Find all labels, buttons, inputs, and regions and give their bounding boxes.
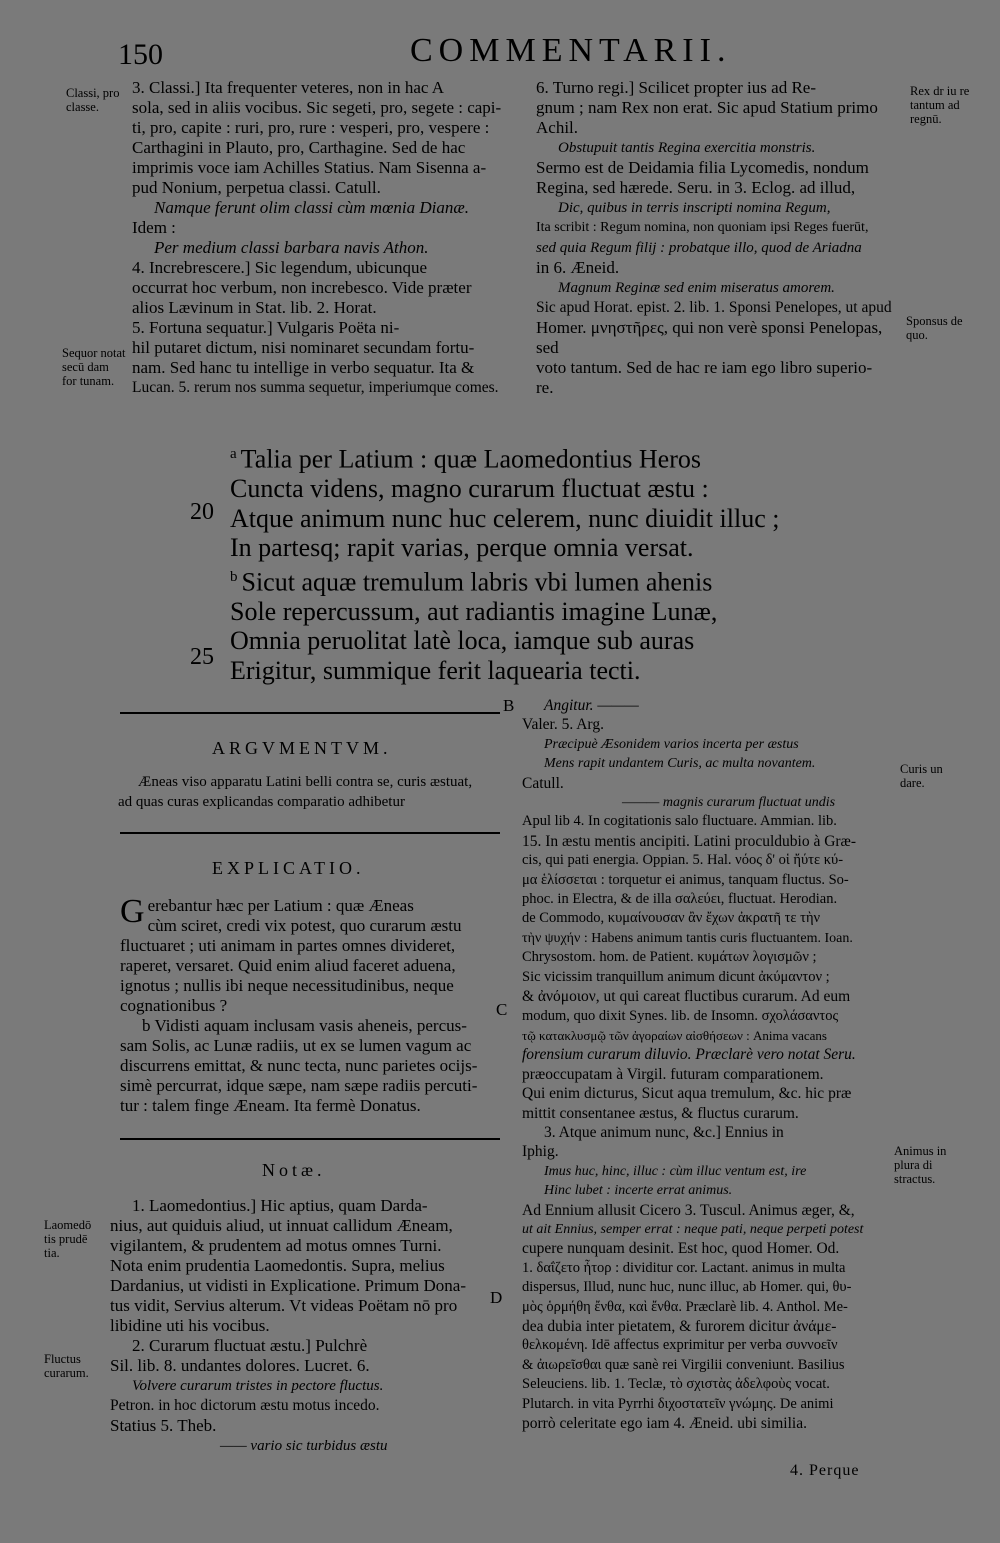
text-line: Dardanius, ut vidisti in Explicatione. Primum Dona- — [110, 1276, 467, 1295]
quote-line: Hinc lubet : incerte errat animus. — [544, 1183, 733, 1199]
notae-text — [110, 1196, 503, 1456]
text-line: 15. In æstu mentis ancipiti. Latini proculdubio à Græ- — [522, 832, 857, 850]
margin-note-curis: Curis un dare. — [900, 762, 943, 790]
text-line: dea dubia inter pietatem, & furorem dicitur ἀνάμε- — [522, 1318, 837, 1335]
text-line: de Commodo, κυμαίνουσαν ἂν ἔχων ἀκρατῆ τε τὴν — [522, 910, 821, 927]
text-line: sed quia Regum filij : probatque illo, quod de Ariadna — [536, 240, 862, 256]
text-line: sam Solis, ac Lunæ radiis, ut ex se lumen vagum ac — [120, 1036, 472, 1055]
text-line: 5. Fortuna sequatur.] Vulgaris Poëta ni- — [132, 318, 400, 337]
text-line: Homer. μνηστῆρες, qui non verè sponsi Penelopas, sed — [536, 318, 883, 357]
argumentum-heading: ARGVMENTVM. — [212, 738, 392, 758]
text-line: cùm sciret, credi vix potest, quo curarum æstu — [147, 916, 462, 935]
text-line: hil putaret dictum, nisi nominaret secundam fortu- — [132, 338, 475, 357]
text-line: τῷ κατακλυσμῷ τῶν ἀγοραίων αἰσθήσεων : Anima vacans — [522, 1027, 827, 1043]
text-line: phoc. in Electra, & de illa σαλεύει, fluctuat. Herodian. — [522, 891, 838, 908]
verse-line — [230, 563, 779, 597]
text-line: nius, aut quiduis aliud, ut innuat callidum Æneam, — [110, 1216, 453, 1235]
explicatio-heading: EXPLICATIO. — [212, 858, 365, 878]
verse-line — [230, 597, 779, 627]
text-line: vigilantem, & prudentem ad motus omnes Turni. — [110, 1236, 442, 1255]
text-line: ad quas curas explicandas comparatio adhibetur — [118, 794, 405, 810]
verse-line — [230, 533, 779, 563]
verse-text: Sole repercussum, aut radiantis imagine Lunæ, — [230, 596, 718, 626]
text-line: cis, qui pati energia. Oppian. 5. Hal. νόος δ' οἱ ἤύτε κύ- — [522, 852, 844, 869]
text-line: porrò celeritate ego iam 4. Æneid. ubi similia. — [522, 1415, 807, 1433]
text-line: Chrysostom. hom. de Patient. κυμάτων λογισμῶν ; — [522, 949, 817, 966]
text-line: Ita scribit : Regum nomina, non quoniam ipsi Reges fuerūt, — [536, 220, 869, 235]
note-letter: b — [230, 568, 238, 585]
quote-line: Magnum Reginæ sed enim miseratus amorem. — [558, 280, 835, 296]
quote-line: Mens rapit undantem Curis, ac multa novantem. — [544, 756, 816, 772]
quote-line: Præcipuè Æsonidem varios incerta per æstus — [544, 736, 799, 752]
text-line: Catull. — [522, 774, 564, 792]
text-line: in 6. Æneid. — [536, 258, 620, 277]
text-line: alios Lævinum in Stat. lib. 2. Horat. — [132, 298, 377, 317]
top-left-commentary — [132, 78, 522, 398]
text-line: Sic apud Horat. epist. 2. lib. 1. Sponsi Penelopes, ut apud — [536, 299, 892, 316]
rule — [120, 832, 500, 834]
text-line: Sic vicissim tranquillum animum dicunt ἀκύμαντον ; — [522, 968, 830, 985]
text-line: re. — [536, 378, 554, 397]
verse-line — [230, 656, 779, 686]
text-line: Lucan. 5. rerum nos summa sequetur, imperiumque comes. — [132, 379, 499, 396]
text-line: libidine uti his vocibus. — [110, 1316, 270, 1335]
quote-line: Volvere curarum tristes in pectore fluctus. — [132, 1378, 384, 1394]
quote-line: Angitur. ——— — [544, 697, 639, 714]
section-letter: C — [496, 1000, 508, 1019]
text-line: Nota enim prudentia Laomedontis. Supra, melius — [110, 1256, 445, 1275]
margin-note-classi: Classi, pro classe. — [66, 86, 120, 114]
text-line: Ad Ennium allusit Cicero 3. Tuscul. Animus æger, &, — [522, 1201, 855, 1219]
drop-cap: G — [120, 893, 145, 930]
text-line: Idem : — [132, 218, 176, 237]
text-line: Statius 5. Theb. — [110, 1416, 217, 1435]
notae-heading: Notæ. — [262, 1160, 326, 1180]
verse-text: Atque animum nunc huc celerem, nunc diuidit illuc ; — [230, 503, 780, 533]
text-line: nam. Sed hanc tu intellige in verbo sequatur. Ita & — [132, 358, 475, 377]
text-line: 1. Laomedontius.] Hic aptius, quam Darda- — [132, 1196, 428, 1215]
verse-line-number: 20 — [190, 499, 214, 525]
text-line: μὸς ὁρμήθη ἔνθα, καὶ ἔνθα. Præclarè lib. 4. Anthol. Me- — [522, 1298, 848, 1315]
text-line-content: erebantur hæc per Latium : quæ Æneas — [147, 896, 414, 915]
text-line: Achil. — [536, 118, 579, 137]
text-line: Seleuciens. lib. 1. Teclæ, τὸ σχιστὰς ἀδελφοὺς vocat. — [522, 1376, 830, 1393]
text-line: pud Nonium, perpetua classi. Catull. — [132, 178, 381, 197]
verse-text: Cuncta videns, magno curarum fluctuat æstu : — [230, 474, 709, 504]
text-line: Apul lib 4. In cogitationis salo fluctuare. Ammian. lib. — [522, 813, 837, 830]
text-line: μα ἑλίσσεται : torquetur ei animus, tanquam fluctus. So- — [522, 871, 849, 888]
text-line: b Vidisti aquam inclusam vasis aheneis, percus- — [142, 1016, 467, 1035]
verse-text: Omnia peruolitat latè loca, iamque sub auras — [230, 626, 695, 656]
text-line: voto tantum. Sed de hac re iam ego libro superio- — [536, 358, 873, 377]
right-lower-commentary — [522, 696, 894, 1433]
quote-line: Namque ferunt olim classi cùm mœnia Dianæ. — [154, 198, 469, 217]
verse-line — [230, 504, 779, 534]
section-letter: B — [503, 696, 515, 715]
page-number: 150 — [118, 38, 163, 71]
text-line: gnum ; nam Rex non erat. Sic apud Statium primo — [536, 98, 878, 117]
quote-line: Dic, quibus in terris inscripti nomina Regum, — [558, 200, 831, 216]
text-line: præoccupatam à Virgil. futuram comparationem. — [522, 1065, 824, 1083]
text-line: fluctuaret ; uti animam in partes omnes divideret, — [120, 936, 456, 955]
text-line: 2. Curarum fluctuat æstu.] Pulchrè — [132, 1336, 368, 1355]
verse-line — [230, 626, 779, 656]
verse-line — [230, 474, 779, 504]
margin-note-rex: Rex dr iu re tantum ad regnū. — [910, 84, 970, 126]
quote-line: Obstupuit tantis Regina exercitia monstris. — [558, 140, 816, 156]
rule — [120, 1138, 500, 1140]
verse-text: Erigitur, summique ferit laquearia tecti. — [230, 655, 641, 685]
quote-line: —— vario sic turbidus æstu — [220, 1438, 388, 1454]
argumentum-text — [118, 772, 508, 812]
verse-line-number: 25 — [190, 644, 214, 670]
running-title: COMMENTARII. — [410, 32, 732, 69]
text-line: Sermo est de Deidamia filia Lycomedis, nondum — [536, 158, 869, 177]
text-line: tus vidit, Servius alterum. Vt videas Poëtam nō pro — [110, 1296, 458, 1315]
quote-line: Per medium classi barbara navis Athon. — [154, 238, 429, 257]
text-line: & ἀιωρεῖσθαι quæ sanè rei Virgilii conveniunt. Basilius — [522, 1356, 845, 1373]
text-line: raperet, versaret. Quid enim aliud faceret aduena, — [120, 956, 456, 975]
text-line: 4. Increbrescere.] Sic legendum, ubicunque — [132, 258, 428, 277]
quote-line: Imus huc, hinc, illuc : cùm illuc ventum est, ire — [544, 1163, 807, 1179]
text-line: dispersus, Illud, nunc huc, nunc illuc, ab Homer. qui, θυ- — [522, 1279, 852, 1296]
verse-line — [230, 440, 779, 474]
text-line: Æneas viso apparatu Latini belli contra se, curis æstuat, — [138, 774, 473, 790]
text-line: 1. δαΐζετο ἦτορ : dividitur cor. Lactant. animus in multa — [522, 1259, 846, 1276]
text-line: imprimis voce iam Achilles Statius. Nam Sisenna a- — [132, 158, 487, 177]
margin-note-sequor: Sequor notat secū dam for tunam. — [62, 346, 126, 388]
text-line: occurrat hoc verbum, non increbesco. Vide præter — [132, 278, 472, 297]
quote-line: ——— magnis curarum fluctuat undis — [622, 795, 836, 811]
text-line: discurrens emittat, & nunc tecta, nunc parietes ocijs- — [120, 1056, 478, 1075]
note-letter: a — [230, 446, 237, 462]
text-line: tur : talem finge Æneam. Ita fermè Donatus. — [120, 1096, 421, 1115]
text-line: 3. Atque animum nunc, &c.] Ennius in — [544, 1123, 784, 1141]
text-line: sola, sed in aliis vocibus. Sic segeti, pro, segete : capi- — [132, 98, 502, 117]
text-line: ignotus ; nullis ibi neque necessitudinibus, neque — [120, 976, 454, 995]
verse-text: Sicut aquæ tremulum labris vbi lumen ahenis — [241, 567, 713, 597]
text-line: Plutarch. in vita Pyrrhi διχοστατεῖν γνώμης. De animi — [522, 1395, 834, 1412]
section-letter: D — [490, 1288, 503, 1307]
text-line: Sil. lib. 8. undantes dolores. Lucret. 6. — [110, 1356, 370, 1375]
top-right-commentary — [536, 78, 908, 398]
catchword: 4. Perque — [790, 1462, 860, 1479]
text-line: ti, pro, capite : ruri, pro, rure : vesperi, pro, vespere : — [132, 118, 490, 137]
text-line: & ἀνόμοιον, ut qui careat fluctibus curarum. Ad eum — [522, 988, 851, 1006]
text-line: 6. Turno regi.] Scilicet propter ius ad Re- — [536, 78, 816, 97]
margin-note-laomedontis: Laomedō tis prudē tia. — [44, 1218, 92, 1260]
text-line: mittit consentanee æstus, & fluctus curarum. — [522, 1104, 799, 1122]
verse-text: Talia per Latium : quæ Laomedontius Heros — [240, 444, 701, 474]
text-line: 3. Classi.] Ita frequenter veteres, non in hac A — [132, 78, 445, 97]
text-line: τὴν ψυχήν : Habens animum tantis curis fluctuantem. Ioan. — [522, 930, 853, 946]
text-line: cognationibus ? — [120, 996, 228, 1015]
rule — [120, 712, 500, 714]
verse-text: In partesq; rapit varias, perque omnia versat. — [230, 533, 694, 563]
explicatio-text — [120, 893, 500, 1116]
text-line: Valer. 5. Arg. — [522, 716, 604, 734]
text-line: modum, quo dixit Synes. lib. de Insomn. σχολάσαντος — [522, 1007, 839, 1024]
poem-verses — [230, 440, 779, 685]
text-line: Regina, sed hærede. Seru. in 3. Eclog. ad illud, — [536, 178, 856, 197]
text-line: simè percurrat, idque sæpe, nam sæpe radiis percuti- — [120, 1076, 478, 1095]
text-line: Qui enim dicturus, Sicut aqua tremulum, &c. hic præ — [522, 1085, 852, 1103]
text-line: ut ait Ennius, semper errat : neque pati, neque perpeti potest — [522, 1221, 864, 1237]
text-line: θελκομένη. Idē affectus exprimitur per verba συννοεῖν — [522, 1337, 838, 1354]
margin-note-fluctus: Fluctus curarum. — [44, 1352, 89, 1380]
margin-note-animus: Animus in plura di stractus. — [894, 1144, 947, 1186]
text-line: Iphig. — [522, 1143, 559, 1161]
text-line: cupere nunquam desinit. Est hoc, quod Homer. Od. — [522, 1240, 840, 1258]
margin-note-sponsus: Sponsus de quo. — [906, 314, 963, 342]
text-line: forensium curarum diluvio. Præclarè vero notat Seru. — [522, 1046, 856, 1064]
text-line: Carthagini in Plauto, pro, Carthagine. Sed de hac — [132, 138, 466, 157]
text-line: Petron. in hoc dictorum æstu motus incedo. — [110, 1397, 380, 1414]
